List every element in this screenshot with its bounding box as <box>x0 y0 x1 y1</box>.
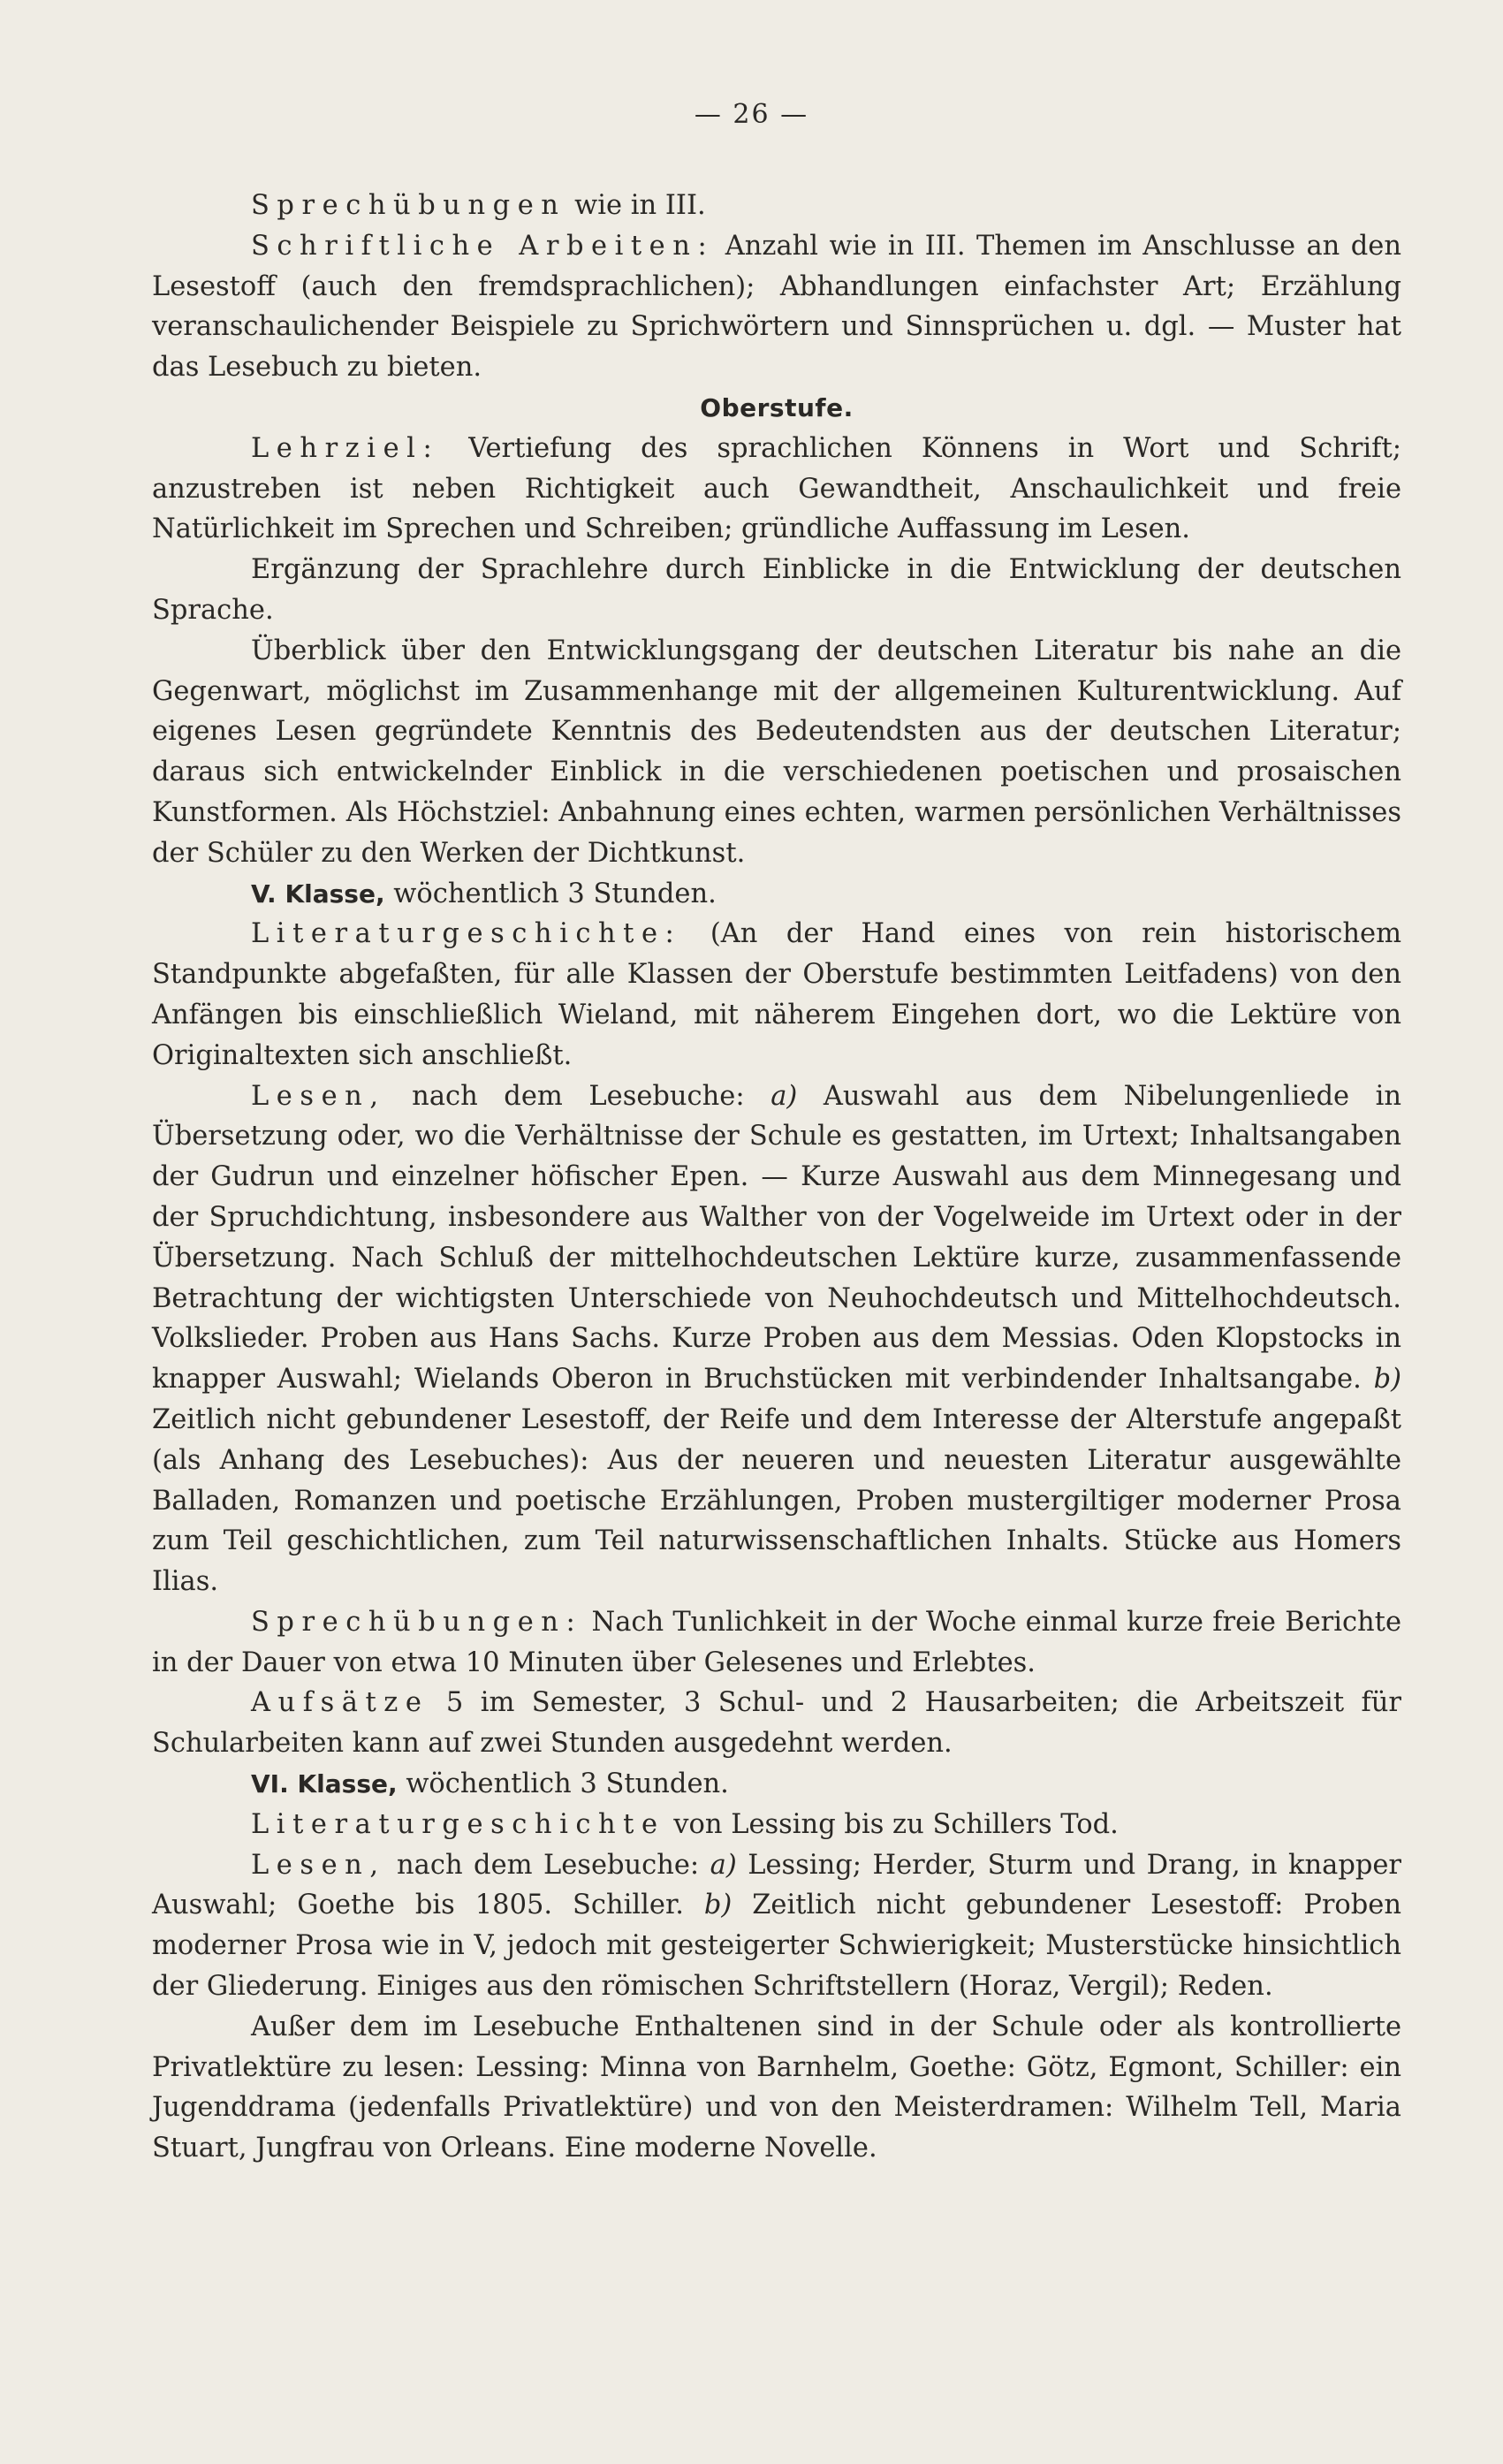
paragraph-privatlektuere: Außer dem im Lesebuche Enthaltenen sind in der Schule oder als kontrollierte Privatlektüre zu lesen: Lessing: Minna von Barnhelm, Goethe: Götz, Egmont, Schiller: ein Jugenddrama (jedenfalls Privatlektüre) und von den Meisterdramen: Wilhelm Tell, Maria Stuart, Jungfrau von Orleans. Eine moderne Novelle. <box>152 2011 1401 2164</box>
page-number: — 26 — <box>694 99 809 130</box>
heading-vi-klasse: VI. Klasse, wöchentlich 3 Stunden. <box>251 1768 729 1800</box>
paragraph-lesen-vi: Lesen, nach dem Lesebuche: a) Lessing; Herder, Sturm und Drang, in knapper Auswahl; Goethe bis 1805. Schiller. b) Zeitlich nicht gebundener Lesestoff: Proben moderner Prosa wie in V, jedoch mit gesteigerter Schwierigkeit; Musterstücke hinsichtlich der Gliederung. Einiges aus den römischen Schriftstellern (Horaz, Vergil); Reden. <box>152 1849 1402 2003</box>
paragraph-schriftliche-arbeiten: Schriftliche Arbeiten: Anzahl wie in III. Themen im Anschlusse an den Lesestoff (auch den fremdsprachlichen); Abhandlungen einfachster Art; Erzählung veranschaulichender Beispiele zu Sprichwörtern und Sinnsprüchen u. dgl. — Muster hat das Lesebuch zu bieten. <box>152 230 1401 384</box>
paragraph-literaturgeschichte-v: Literaturgeschichte: (An der Hand eines von rein historischem Standpunkte abgefaßten, für alle Klassen der Oberstufe bestimmten Leitfadens) von den Anfängen bis einschließlich Wieland, mit näherem Eingehen dort, wo die Lektüre von Originaltexten sich anschließt. <box>152 918 1401 1071</box>
term-label: Literaturgeschichte <box>251 1808 665 1840</box>
paragraph-literaturgeschichte-vi: Literaturgeschichte von Lessing bis zu Schillers Tod. <box>251 1808 1119 1840</box>
paragraph-aufsaetze-v: Aufsätze 5 im Semester, 3 Schul- und 2 Hausarbeiten; die Arbeitszeit für Schularbeiten kann auf zwei Stunden ausgedehnt werden. <box>152 1687 1401 1760</box>
term-label: Lesen, <box>251 1080 386 1112</box>
term-label: Lesen, <box>251 1849 386 1881</box>
page-body <box>152 186 1401 2169</box>
paragraph-sprechuebungen-iii: Sprechübungen wie in III. <box>251 190 706 221</box>
term-label: Sprechübungen <box>251 190 566 221</box>
heading-v-klasse: V. Klasse, wöchentlich 3 Stunden. <box>251 878 717 909</box>
paragraph-lesen-v: Lesen, nach dem Lesebuche: a) Auswahl aus dem Nibelungenliede in Übersetzung oder, wo die Verhältnisse der Schule es gestatten, im Urtext; Inhaltsangaben der Gudrun und einzelner höfischer Epen. — Kurze Auswahl aus dem Minnegesang und der Spruchdichtung, insbesondere aus Walther von der Vogelweide im Urtext oder in der Übersetzung. Nach Schluß der mittelhochdeutschen Lektüre kurze, zusammenfassende Betrachtung der wichtigsten Unterschiede von Neuhochdeutsch und Mittelhochdeutsch. Volkslieder. Proben aus Hans Sachs. Kurze Proben aus dem Messias. Oden Klopstocks in knapper Auswahl; Wielands Oberon in Bruchstücken mit verbindender Inhaltsangabe. b) Zeitlich nicht gebundener Lesestoff, der Reife und dem Interesse der Alterstufe angepaßt (als Anhang des Lesebuches): Aus der neueren und neuesten Literatur ausgewählte Balladen, Romanzen und poetische Erzählungen, Proben mustergiltiger moderner Prosa zum Teil geschichtlichen, zum Teil naturwissenschaftlichen Inhalts. Stücke aus Homers Ilias. <box>152 1080 1401 1598</box>
section-heading-oberstufe: Oberstufe. <box>700 392 854 422</box>
paragraph-ueberblick: Überblick über den Entwicklungsgang der deutschen Literatur bis nahe an die Gegenwart, möglichst im Zusammenhange mit der allgemeinen Kulturentwicklung. Auf eigenes Lesen gegründete Kenntnis des Bedeutendsten aus der deutschen Literatur; daraus sich entwickelnder Einblick in die verschiedenen poetischen und prosaischen Kunstformen. Als Höchstziel: Anbahnung eines echten, warmen persönlichen Verhältnisses der Schüler zu den Werken der Dichtkunst. <box>152 635 1401 869</box>
term-label: Aufsätze <box>251 1687 429 1719</box>
paragraph-lehrziel: Lehrziel: Vertiefung des sprachlichen Könnens in Wort und Schrift; anzustreben ist neben Richtigkeit auch Gewandtheit, Anschaulichkeit und freie Natürlichkeit im Sprechen und Schreiben; gründliche Auffassung im Lesen. <box>152 432 1401 545</box>
term-label: Sprechübungen: <box>251 1606 583 1638</box>
term-label: Lehrziel: <box>251 432 440 464</box>
class-label: VI. Klasse, <box>251 1769 398 1799</box>
paragraph-ergaenzung: Ergänzung der Sprachlehre durch Einblicke in die Entwicklung der deutschen Sprache. <box>152 554 1401 626</box>
term-label: Schriftliche Arbeiten: <box>251 230 715 262</box>
class-label: V. Klasse, <box>251 878 385 909</box>
term-label: Literaturgeschichte: <box>251 918 682 950</box>
paragraph-sprechuebungen-v: Sprechübungen: Nach Tunlichkeit in der Woche einmal kurze freie Berichte in der Dauer von etwa 10 Minuten über Gelesenes und Erlebtes. <box>152 1606 1401 1678</box>
